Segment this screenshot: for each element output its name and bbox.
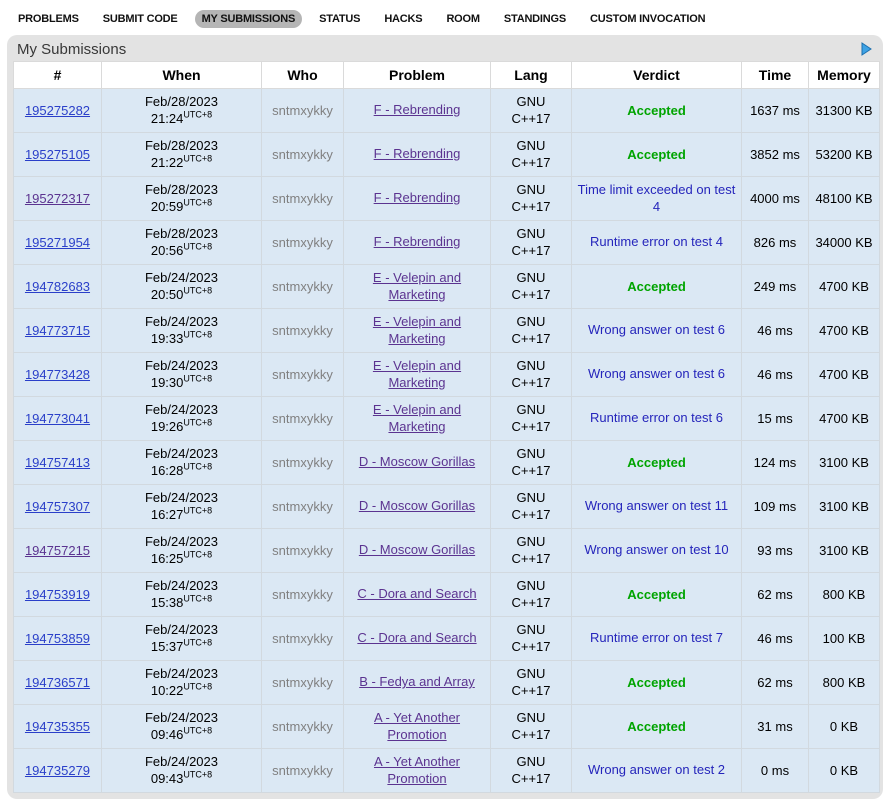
time-cell: 0 ms (742, 749, 809, 793)
verdict-label: Accepted (627, 147, 686, 162)
memory-cell: 4700 KB (809, 397, 880, 441)
column-header-lang: Lang (491, 62, 572, 89)
submission-id-link[interactable]: 194773715 (24, 323, 91, 338)
column-header-: # (14, 62, 102, 89)
who-cell (262, 617, 344, 661)
submission-date: Feb/24/2023 (144, 401, 218, 417)
user-handle-link[interactable]: sntmxykky (272, 147, 333, 162)
language-label: GNU C++17 (511, 753, 551, 786)
language-label: GNU C++17 (511, 489, 551, 522)
submission-row (14, 309, 880, 353)
when-cell (102, 265, 262, 309)
who-cell (262, 485, 344, 529)
submission-id-link[interactable]: 194735279 (24, 763, 91, 778)
lang-cell (491, 397, 572, 441)
submission-time: $15:38^{UTC+8}$ (150, 593, 213, 610)
submission-id-link[interactable]: 194753859 (24, 631, 91, 646)
user-handle-link[interactable]: sntmxykky (272, 543, 333, 558)
problem-cell (344, 705, 491, 749)
panel-caption (7, 35, 883, 61)
lang-cell (491, 705, 572, 749)
timezone-label: UTC+8 (183, 725, 213, 736)
submission-time: $09:43^{UTC+8}$ (150, 769, 213, 786)
submission-id-cell (14, 485, 102, 529)
problem-link[interactable]: E - Velepin and Marketing (372, 269, 462, 302)
column-header-verdict: Verdict (572, 62, 742, 89)
submission-time: $09:46^{UTC+8}$ (150, 725, 213, 742)
user-handle-link[interactable]: sntmxykky (272, 499, 333, 514)
when-cell (102, 573, 262, 617)
when-cell (102, 309, 262, 353)
submissions-table (13, 61, 880, 793)
memory-cell: 4700 KB (809, 353, 880, 397)
user-handle-link[interactable]: sntmxykky (272, 103, 333, 118)
language-label: GNU C++17 (511, 313, 551, 346)
problem-cell (344, 177, 491, 221)
table-header-row (14, 62, 880, 89)
when-cell (102, 133, 262, 177)
user-handle-link[interactable]: sntmxykky (272, 675, 333, 690)
memory-cell: 100 KB (809, 617, 880, 661)
time-cell: 46 ms (742, 617, 809, 661)
submission-date: Feb/24/2023 (144, 753, 218, 769)
problem-cell (344, 617, 491, 661)
verdict-label: Time limit exceeded on test 4 (577, 181, 736, 214)
timezone-label: UTC+8 (183, 329, 213, 340)
verdict-label: Wrong answer on test 6 (587, 322, 726, 338)
when-cell (102, 529, 262, 573)
submission-row (14, 441, 880, 485)
who-cell (262, 265, 344, 309)
submission-row (14, 353, 880, 397)
verdict-cell (572, 573, 742, 617)
who-cell (262, 441, 344, 485)
memory-cell: 800 KB (809, 573, 880, 617)
submission-row (14, 133, 880, 177)
submission-id-link[interactable]: 194753919 (24, 587, 91, 602)
time-cell: 3852 ms (742, 133, 809, 177)
verdict-cell (572, 617, 742, 661)
submission-date: Feb/24/2023 (144, 489, 218, 505)
user-handle-link[interactable]: sntmxykky (272, 279, 333, 294)
timezone-label: UTC+8 (183, 549, 213, 560)
column-header-when: When (102, 62, 262, 89)
problem-link[interactable]: C - Dora and Search (357, 630, 477, 646)
lang-cell (491, 661, 572, 705)
verdict-cell (572, 309, 742, 353)
submission-row (14, 485, 880, 529)
submission-id-cell (14, 221, 102, 265)
time-cell: 109 ms (742, 485, 809, 529)
problem-link[interactable]: B - Fedya and Array (359, 674, 475, 690)
submission-id-link[interactable]: 194773428 (24, 367, 91, 382)
timezone-label: UTC+8 (183, 285, 213, 296)
submission-row (14, 749, 880, 793)
language-label: GNU C++17 (511, 533, 551, 566)
verdict-cell (572, 705, 742, 749)
when-cell (102, 89, 262, 133)
timezone-label: UTC+8 (183, 373, 213, 384)
submission-date: Feb/24/2023 (144, 445, 218, 461)
verdict-cell (572, 397, 742, 441)
verdict-label: Accepted (627, 719, 686, 734)
nav-item-custom-invocation[interactable]: CUSTOM INVOCATION (590, 13, 706, 25)
problem-cell (344, 265, 491, 309)
user-handle-link[interactable]: sntmxykky (272, 631, 333, 646)
submission-id-link[interactable]: 194782683 (24, 279, 91, 294)
time-cell: 1637 ms (742, 89, 809, 133)
problem-cell (344, 221, 491, 265)
submission-time: $19:33^{UTC+8}$ (150, 329, 213, 346)
memory-cell: 31300 KB (809, 89, 880, 133)
problem-link[interactable]: F - Rebrending (373, 102, 461, 118)
submission-time: $16:25^{UTC+8}$ (150, 549, 213, 566)
problem-link[interactable]: A - Yet Another Promotion (373, 753, 461, 786)
submission-date: Feb/24/2023 (144, 577, 218, 593)
page-title: My Submissions (17, 40, 127, 58)
my-submissions-panel (7, 35, 883, 799)
submission-id-cell (14, 749, 102, 793)
submission-id-link[interactable]: 194757215 (24, 543, 91, 558)
lang-cell (491, 529, 572, 573)
submission-id-link[interactable]: 195275105 (24, 147, 91, 162)
nav-item-submit-code[interactable]: SUBMIT CODE (102, 13, 178, 25)
submission-row (14, 705, 880, 749)
submission-id-cell (14, 441, 102, 485)
user-handle-link[interactable]: sntmxykky (272, 763, 333, 778)
problem-link[interactable]: A - Yet Another Promotion (373, 709, 461, 742)
submission-id-cell (14, 309, 102, 353)
verdict-label: Wrong answer on test 10 (584, 542, 729, 558)
language-label: GNU C++17 (511, 621, 551, 654)
time-cell: 62 ms (742, 661, 809, 705)
lang-cell (491, 265, 572, 309)
submission-time: $20:56^{UTC+8}$ (150, 241, 213, 258)
submission-time: $16:27^{UTC+8}$ (150, 505, 213, 522)
lang-cell (491, 221, 572, 265)
verdict-cell (572, 265, 742, 309)
problem-cell (344, 749, 491, 793)
timezone-label: UTC+8 (183, 109, 213, 120)
memory-cell: 48100 KB (809, 177, 880, 221)
submission-id-link[interactable]: 194773041 (24, 411, 91, 426)
when-cell (102, 485, 262, 529)
problem-cell (344, 485, 491, 529)
time-cell: 31 ms (742, 705, 809, 749)
nav-item-hacks[interactable]: HACKS (384, 13, 423, 25)
submission-date: Feb/28/2023 (144, 181, 218, 197)
submission-date: Feb/28/2023 (144, 93, 218, 109)
verdict-cell (572, 749, 742, 793)
who-cell (262, 661, 344, 705)
problem-cell (344, 441, 491, 485)
timezone-label: UTC+8 (183, 505, 213, 516)
time-cell: 249 ms (742, 265, 809, 309)
verdict-label: Wrong answer on test 11 (584, 498, 729, 514)
memory-cell: 3100 KB (809, 485, 880, 529)
verdict-label: Accepted (627, 675, 686, 690)
column-header-time: Time (742, 62, 809, 89)
lang-cell (491, 441, 572, 485)
verdict-label: Wrong answer on test 6 (587, 366, 726, 382)
submission-date: Feb/24/2023 (144, 357, 218, 373)
who-cell (262, 749, 344, 793)
memory-cell: 3100 KB (809, 529, 880, 573)
submission-id-cell (14, 661, 102, 705)
submission-time: $21:22^{UTC+8}$ (150, 153, 213, 170)
problem-link[interactable]: E - Velepin and Marketing (372, 313, 462, 346)
who-cell (262, 397, 344, 441)
language-label: GNU C++17 (511, 137, 551, 170)
submission-row (14, 177, 880, 221)
submission-id-cell (14, 397, 102, 441)
lang-cell (491, 749, 572, 793)
user-handle-link[interactable]: sntmxykky (272, 411, 333, 426)
expand-arrow-icon[interactable] (861, 42, 873, 56)
timezone-label: UTC+8 (183, 637, 213, 648)
who-cell (262, 177, 344, 221)
verdict-label: Accepted (627, 587, 686, 602)
who-cell (262, 353, 344, 397)
verdict-label: Accepted (627, 103, 686, 118)
nav-item-problems[interactable]: PROBLEMS (18, 13, 79, 25)
who-cell (262, 89, 344, 133)
language-label: GNU C++17 (511, 445, 551, 478)
lang-cell (491, 617, 572, 661)
when-cell (102, 177, 262, 221)
who-cell (262, 529, 344, 573)
memory-cell: 4700 KB (809, 265, 880, 309)
timezone-label: UTC+8 (183, 197, 213, 208)
submission-id-cell (14, 265, 102, 309)
problem-cell (344, 89, 491, 133)
submission-id-cell (14, 177, 102, 221)
verdict-cell (572, 529, 742, 573)
timezone-label: UTC+8 (183, 417, 213, 428)
timezone-label: UTC+8 (183, 153, 213, 164)
memory-cell: 34000 KB (809, 221, 880, 265)
timezone-label: UTC+8 (183, 769, 213, 780)
submission-id-link[interactable]: 195272317 (24, 191, 91, 206)
user-handle-link[interactable]: sntmxykky (272, 367, 333, 382)
lang-cell (491, 177, 572, 221)
verdict-label: Wrong answer on test 2 (587, 762, 726, 778)
problem-link[interactable]: D - Moscow Gorillas (358, 454, 476, 470)
timezone-label: UTC+8 (183, 681, 213, 692)
submission-date: Feb/24/2023 (144, 665, 218, 681)
language-label: GNU C++17 (511, 665, 551, 698)
problem-link[interactable]: F - Rebrending (373, 190, 461, 206)
submission-id-link[interactable]: 195271954 (24, 235, 91, 250)
user-handle-link[interactable]: sntmxykky (272, 587, 333, 602)
when-cell (102, 441, 262, 485)
submission-time: $19:26^{UTC+8}$ (150, 417, 213, 434)
submission-date: Feb/24/2023 (144, 269, 218, 285)
verdict-cell (572, 133, 742, 177)
who-cell (262, 309, 344, 353)
memory-cell: 3100 KB (809, 441, 880, 485)
submission-time: $20:50^{UTC+8}$ (150, 285, 213, 302)
submission-id-cell (14, 705, 102, 749)
submission-date: Feb/24/2023 (144, 709, 218, 725)
problem-link[interactable]: E - Velepin and Marketing (372, 401, 462, 434)
nav-item-room[interactable]: ROOM (446, 13, 480, 25)
memory-cell: 0 KB (809, 705, 880, 749)
problem-cell (344, 573, 491, 617)
nav-item-status[interactable]: STATUS (319, 13, 361, 25)
problem-link[interactable]: D - Moscow Gorillas (358, 542, 476, 558)
lang-cell (491, 353, 572, 397)
memory-cell: 800 KB (809, 661, 880, 705)
submission-id-link[interactable]: 194736571 (24, 675, 91, 690)
submission-date: Feb/24/2023 (144, 313, 218, 329)
problem-cell (344, 661, 491, 705)
submission-row (14, 617, 880, 661)
submission-time: $21:24^{UTC+8}$ (150, 109, 213, 126)
submission-time: $16:28^{UTC+8}$ (150, 461, 213, 478)
user-handle-link[interactable]: sntmxykky (272, 235, 333, 250)
submission-row (14, 573, 880, 617)
time-cell: 46 ms (742, 309, 809, 353)
column-header-who: Who (262, 62, 344, 89)
problem-cell (344, 397, 491, 441)
time-cell: 15 ms (742, 397, 809, 441)
problem-cell (344, 353, 491, 397)
submission-time: $20:59^{UTC+8}$ (150, 197, 213, 214)
time-cell: 124 ms (742, 441, 809, 485)
who-cell (262, 133, 344, 177)
who-cell (262, 221, 344, 265)
memory-cell: 53200 KB (809, 133, 880, 177)
submission-id-link[interactable]: 194735355 (24, 719, 91, 734)
problem-cell (344, 529, 491, 573)
verdict-cell (572, 441, 742, 485)
problem-link[interactable]: F - Rebrending (373, 234, 461, 250)
time-cell: 4000 ms (742, 177, 809, 221)
problem-link[interactable]: F - Rebrending (373, 146, 461, 162)
time-cell: 93 ms (742, 529, 809, 573)
timezone-label: UTC+8 (183, 241, 213, 252)
verdict-label: Accepted (627, 455, 686, 470)
user-handle-link[interactable]: sntmxykky (272, 719, 333, 734)
problem-cell (344, 133, 491, 177)
language-label: GNU C++17 (511, 577, 551, 610)
nav-item-standings[interactable]: STANDINGS (503, 13, 567, 25)
who-cell (262, 573, 344, 617)
timezone-label: UTC+8 (183, 461, 213, 472)
user-handle-link[interactable]: sntmxykky (272, 191, 333, 206)
language-label: GNU C++17 (511, 357, 551, 390)
verdict-label: Runtime error on test 6 (590, 410, 723, 426)
verdict-cell (572, 89, 742, 133)
submission-id-cell (14, 529, 102, 573)
lang-cell (491, 133, 572, 177)
submission-date: Feb/28/2023 (144, 137, 218, 153)
nav-item-my-submissions[interactable]: MY SUBMISSIONS (195, 10, 303, 28)
submission-id-cell (14, 133, 102, 177)
submission-row (14, 529, 880, 573)
submission-id-link[interactable]: 194757413 (24, 455, 91, 470)
lang-cell (491, 485, 572, 529)
submission-row (14, 661, 880, 705)
when-cell (102, 749, 262, 793)
submission-date: Feb/28/2023 (144, 225, 218, 241)
time-cell: 62 ms (742, 573, 809, 617)
when-cell (102, 397, 262, 441)
time-cell: 46 ms (742, 353, 809, 397)
submission-row (14, 221, 880, 265)
user-handle-link[interactable]: sntmxykky (272, 455, 333, 470)
submission-row (14, 265, 880, 309)
column-header-problem: Problem (344, 62, 491, 89)
when-cell (102, 221, 262, 265)
when-cell (102, 705, 262, 749)
verdict-label: Runtime error on test 4 (590, 234, 723, 250)
verdict-cell (572, 221, 742, 265)
language-label: GNU C++17 (511, 269, 551, 302)
submission-id-cell (14, 573, 102, 617)
lang-cell (491, 309, 572, 353)
problem-link[interactable]: C - Dora and Search (357, 586, 477, 602)
when-cell (102, 353, 262, 397)
memory-cell: 0 KB (809, 749, 880, 793)
submission-id-link[interactable]: 194757307 (24, 499, 91, 514)
problem-cell (344, 309, 491, 353)
submission-date: Feb/24/2023 (144, 533, 218, 549)
language-label: GNU C++17 (511, 401, 551, 434)
submissions-table-wrap (7, 61, 883, 793)
submission-time: $10:22^{UTC+8}$ (150, 681, 213, 698)
contest-nav-bar (0, 0, 890, 35)
user-handle-link[interactable]: sntmxykky (272, 323, 333, 338)
problem-link[interactable]: E - Velepin and Marketing (372, 357, 462, 390)
submission-row (14, 89, 880, 133)
submission-row (14, 397, 880, 441)
lang-cell (491, 89, 572, 133)
language-label: GNU C++17 (511, 93, 551, 126)
submission-id-cell (14, 617, 102, 661)
lang-cell (491, 573, 572, 617)
language-label: GNU C++17 (511, 225, 551, 258)
submission-time: $19:30^{UTC+8}$ (150, 373, 213, 390)
timezone-label: UTC+8 (183, 593, 213, 604)
when-cell (102, 661, 262, 705)
submission-id-cell (14, 89, 102, 133)
when-cell (102, 617, 262, 661)
verdict-label: Accepted (627, 279, 686, 294)
memory-cell: 4700 KB (809, 309, 880, 353)
verdict-cell (572, 353, 742, 397)
language-label: GNU C++17 (511, 709, 551, 742)
submission-date: Feb/24/2023 (144, 621, 218, 637)
verdict-cell (572, 485, 742, 529)
problem-link[interactable]: D - Moscow Gorillas (358, 498, 476, 514)
submission-id-link[interactable]: 195275282 (24, 103, 91, 118)
submission-time: $15:37^{UTC+8}$ (150, 637, 213, 654)
verdict-cell (572, 661, 742, 705)
time-cell: 826 ms (742, 221, 809, 265)
language-label: GNU C++17 (511, 181, 551, 214)
column-header-memory: Memory (809, 62, 880, 89)
verdict-cell (572, 177, 742, 221)
verdict-label: Runtime error on test 7 (590, 630, 723, 646)
submission-id-cell (14, 353, 102, 397)
who-cell (262, 705, 344, 749)
